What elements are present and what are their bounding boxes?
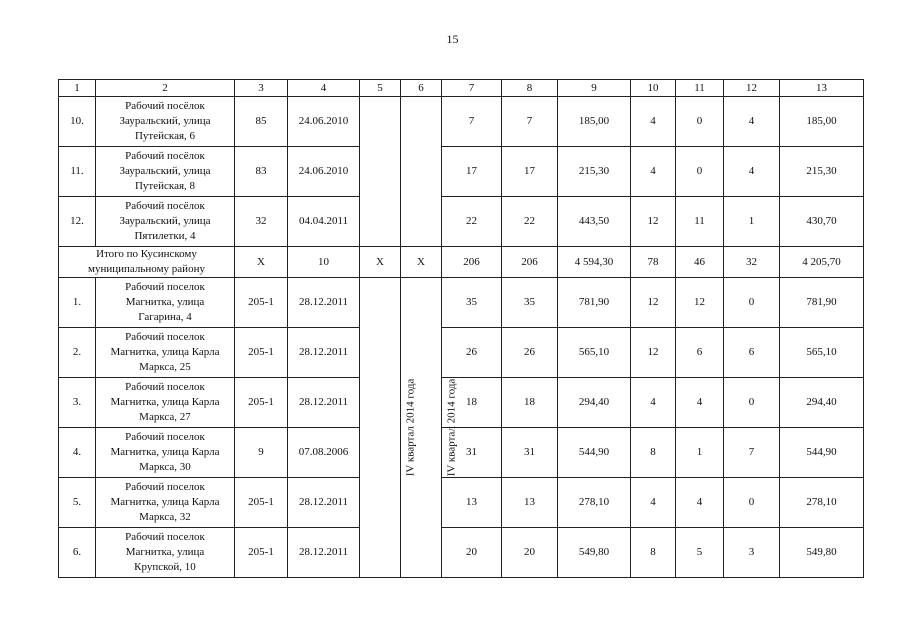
document-number: 83 (235, 147, 288, 197)
address-line: Зауральский, улица (119, 115, 211, 127)
value-c12: 0 (724, 278, 780, 328)
value-c9: 294,40 (558, 378, 631, 428)
total-c3: Х (235, 247, 288, 278)
address-line: Маркса, 25 (139, 361, 191, 373)
value-c8: 35 (502, 278, 558, 328)
address-cell (96, 478, 235, 528)
table-row (59, 97, 864, 147)
row-number: 3. (59, 378, 96, 428)
value-c7: 31 (442, 428, 502, 478)
address-line: Рабочий поселок (125, 531, 205, 543)
address-line: Рабочий поселок (125, 281, 205, 293)
planned-period-col5 (360, 278, 417, 578)
vertical-period-text: IV квартал 2014 года (445, 378, 458, 477)
address-line: Рабочий посёлок (125, 200, 205, 212)
value-c10: 4 (631, 478, 676, 528)
document-date: 28.12.2011 (288, 528, 360, 578)
document-number: 9 (235, 428, 288, 478)
address-line: Рабочий посёлок (125, 100, 205, 112)
value-c10: 12 (631, 278, 676, 328)
table-row (59, 478, 864, 528)
value-c10: 4 (631, 97, 676, 147)
value-c9: 185,00 (558, 97, 631, 147)
table-row (59, 428, 864, 478)
address-line: Магнитка, улица (125, 546, 205, 558)
row-number: 1. (59, 278, 96, 328)
vertical-period-text: IV квартал 2014 года (404, 378, 417, 477)
document-number: 205-1 (235, 278, 288, 328)
value-c7: 18 (442, 378, 502, 428)
total-label (59, 247, 235, 278)
value-c11: 4 (676, 478, 724, 528)
total-c7: 206 (442, 247, 502, 278)
column-number: 3 (235, 80, 288, 97)
address-line: Рабочий поселок (125, 481, 205, 493)
value-c7: 26 (442, 328, 502, 378)
document-date: 28.12.2011 (288, 378, 360, 428)
value-c11: 0 (676, 147, 724, 197)
address-line: Рабочий поселок (125, 381, 205, 393)
value-c10: 4 (631, 147, 676, 197)
document-date: 24.06.2010 (288, 97, 360, 147)
value-c11: 11 (676, 197, 724, 247)
address-line: муниципальному району (88, 263, 205, 275)
column-number: 4 (288, 80, 360, 97)
value-c8: 18 (502, 378, 558, 428)
value-c12: 0 (724, 378, 780, 428)
value-c12: 7 (724, 428, 780, 478)
total-c8: 206 (502, 247, 558, 278)
value-c8: 20 (502, 528, 558, 578)
value-c10: 8 (631, 428, 676, 478)
value-c9: 544,90 (558, 428, 631, 478)
document-date: 28.12.2011 (288, 328, 360, 378)
column-number: 12 (724, 80, 780, 97)
value-c9: 443,50 (558, 197, 631, 247)
address-line: Магнитка, улица Карла (110, 446, 220, 458)
address-line: Рабочий посёлок (125, 150, 205, 162)
value-c12: 1 (724, 197, 780, 247)
value-c8: 22 (502, 197, 558, 247)
document-number: 205-1 (235, 328, 288, 378)
column-number: 5 (360, 80, 401, 97)
address-line: Итого по Кусинскому (96, 248, 197, 260)
column-number: 13 (780, 80, 864, 97)
value-c11: 4 (676, 378, 724, 428)
document-date: 28.12.2011 (288, 478, 360, 528)
total-c10: 78 (631, 247, 676, 278)
value-c13: 549,80 (780, 528, 864, 578)
document-date: 04.04.2011 (288, 197, 360, 247)
value-c8: 7 (502, 97, 558, 147)
value-c7: 7 (442, 97, 502, 147)
address-line: Путейская, 6 (134, 130, 196, 142)
value-c12: 6 (724, 328, 780, 378)
document-date: 28.12.2011 (288, 278, 360, 328)
value-c13: 278,10 (780, 478, 864, 528)
value-c10: 4 (631, 378, 676, 428)
value-c10: 12 (631, 328, 676, 378)
total-c4: 10 (288, 247, 360, 278)
address-line: Зауральский, улица (119, 165, 211, 177)
document-number: 205-1 (235, 528, 288, 578)
address-line: Магнитка, улица Карла (110, 496, 220, 508)
value-c11: 12 (676, 278, 724, 328)
address-line: Зауральский, улица (119, 215, 211, 227)
value-c7: 20 (442, 528, 502, 578)
table-row (59, 278, 864, 328)
total-c6: Х (401, 247, 442, 278)
value-c7: 22 (442, 197, 502, 247)
address-line: Пятилетки, 4 (134, 230, 196, 242)
row-number: 2. (59, 328, 96, 378)
value-c13: 430,70 (780, 197, 864, 247)
table-row (59, 147, 864, 197)
value-c13: 294,40 (780, 378, 864, 428)
address-line: Маркса, 27 (139, 411, 191, 423)
value-c11: 5 (676, 528, 724, 578)
value-c9: 278,10 (558, 478, 631, 528)
row-number: 11. (59, 147, 96, 197)
value-c9: 215,30 (558, 147, 631, 197)
address-cell (96, 328, 235, 378)
total-c12: 32 (724, 247, 780, 278)
row-number: 4. (59, 428, 96, 478)
value-c10: 12 (631, 197, 676, 247)
value-c12: 3 (724, 528, 780, 578)
total-row (59, 247, 864, 278)
value-c11: 6 (676, 328, 724, 378)
blank-col5 (360, 97, 401, 247)
value-c8: 17 (502, 147, 558, 197)
address-line: Рабочий поселок (125, 331, 205, 343)
address-cell (96, 147, 235, 197)
row-number: 12. (59, 197, 96, 247)
address-line: Крупской, 10 (134, 561, 196, 573)
table-row (59, 528, 864, 578)
table-row (59, 328, 864, 378)
housing-table (58, 79, 864, 578)
column-number: 1 (59, 80, 96, 97)
value-c13: 185,00 (780, 97, 864, 147)
value-c8: 26 (502, 328, 558, 378)
address-line: Гагарина, 4 (138, 311, 192, 323)
total-c9: 4 594,30 (558, 247, 631, 278)
blank-col6 (401, 97, 442, 247)
value-c8: 13 (502, 478, 558, 528)
document-date: 07.08.2006 (288, 428, 360, 478)
value-c13: 565,10 (780, 328, 864, 378)
address-cell (96, 428, 235, 478)
address-cell (96, 378, 235, 428)
column-number: 8 (502, 80, 558, 97)
value-c11: 1 (676, 428, 724, 478)
value-c11: 0 (676, 97, 724, 147)
address-line: Магнитка, улица Карла (110, 396, 220, 408)
value-c7: 35 (442, 278, 502, 328)
column-number: 11 (676, 80, 724, 97)
value-c13: 544,90 (780, 428, 864, 478)
document-number: 32 (235, 197, 288, 247)
document-number: 85 (235, 97, 288, 147)
page-number: 15 (446, 32, 459, 46)
column-number: 9 (558, 80, 631, 97)
address-cell (96, 97, 235, 147)
column-number: 10 (631, 80, 676, 97)
address-line: Магнитка, улица (125, 296, 205, 308)
column-number-row (59, 80, 864, 97)
value-c9: 565,10 (558, 328, 631, 378)
address-line: Магнитка, улица Карла (110, 346, 220, 358)
value-c9: 549,80 (558, 528, 631, 578)
column-number: 7 (442, 80, 502, 97)
value-c13: 215,30 (780, 147, 864, 197)
column-number: 6 (401, 80, 442, 97)
value-c9: 781,90 (558, 278, 631, 328)
value-c12: 4 (724, 97, 780, 147)
total-c5: Х (360, 247, 401, 278)
document-number: 205-1 (235, 378, 288, 428)
address-line: Маркса, 32 (139, 511, 191, 523)
row-number: 5. (59, 478, 96, 528)
total-c11: 46 (676, 247, 724, 278)
value-c12: 4 (724, 147, 780, 197)
row-number: 10. (59, 97, 96, 147)
column-number: 2 (96, 80, 235, 97)
address-line: Рабочий поселок (125, 431, 205, 443)
document-date: 24.06.2010 (288, 147, 360, 197)
address-line: Маркса, 30 (139, 461, 191, 473)
total-c13: 4 205,70 (780, 247, 864, 278)
table-row (59, 378, 864, 428)
value-c7: 13 (442, 478, 502, 528)
address-line: Путейская, 8 (134, 180, 196, 192)
address-cell (96, 278, 235, 328)
address-cell (96, 197, 235, 247)
value-c8: 31 (502, 428, 558, 478)
value-c12: 0 (724, 478, 780, 528)
address-cell (96, 528, 235, 578)
value-c7: 17 (442, 147, 502, 197)
table-row (59, 197, 864, 247)
value-c13: 781,90 (780, 278, 864, 328)
value-c10: 8 (631, 528, 676, 578)
row-number: 6. (59, 528, 96, 578)
document-number: 205-1 (235, 478, 288, 528)
